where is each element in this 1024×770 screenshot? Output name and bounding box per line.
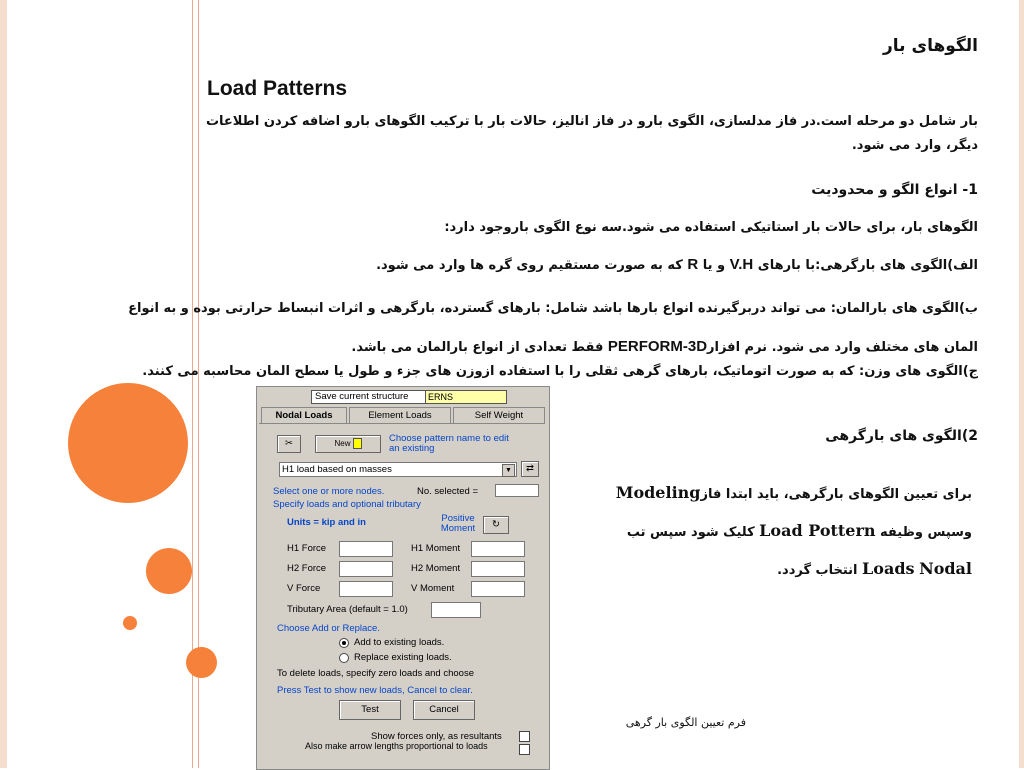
select-nodes-hint: Select one or more nodes. [273,486,385,497]
h2-force-input[interactable] [339,561,393,577]
load-patterns-dialog [256,386,550,770]
figure-caption: فرم تعیین الگوی بار گرهی [625,716,746,729]
press-test-hint: Press Test to show new loads, Cancel to clear. [277,685,473,696]
paragraph-instructions: برای تعیین الگوهای بارگرهی، باید ابتدا فازModeling وسپس وظیفه Load Pottern کلیک شود سپس تب Nodal Loads انتخاب گردد. [615,483,972,578]
h2-moment-input[interactable] [471,561,525,577]
arrow-lengths-label: Also make arrow lengths proportional to loads [305,741,488,751]
save-structure-button[interactable]: Save current structure [311,390,484,404]
decor-circle [68,383,188,503]
refresh-button[interactable] [521,461,539,477]
paragraph-1: الگوهای بار، برای حالات بار استاتیکی استفاده می شود.سه نوع الگوی باروجود دارد: [444,220,978,235]
decor-circle [123,616,137,630]
decor-circle [186,647,217,678]
wrench-icon: ✂ [285,438,293,449]
v-force-input[interactable] [339,581,393,597]
intro-paragraph: بار شامل دو مرحله است.در فاز مدلسازی، الگوی بارو در فاز انالیز، حالات بار با ترکیب الگوهای بارو اضافه کردن اطلاعات دیگر، وارد می شود. [205,114,978,153]
paragraph-element-loads: ب)الگوی های بارالمان: می تواند دربرگیرنده انواع بارها باشد شامل: بارهای گسترده، بارگرهی و اثرات انبساط حرارتی بوده و به انواع المان های مختلف وارد می شود. نرم افزارPERFORM-3D فقط تعدادی از انواع بارالمان می باشد. [128,301,978,355]
h1-moment-label: H1 Moment [411,543,461,554]
pattern-name-field[interactable]: ERNS [425,390,507,404]
positive-moment-label: Positive Moment [440,513,476,534]
replace-existing-label: Replace existing loads. [354,652,452,663]
show-forces-label: Show forces only, as resultants [371,731,502,742]
specify-loads-hint: Specify loads and optional tributary [273,499,421,510]
title-persian: الگوهای بار [883,36,978,56]
add-existing-radio[interactable] [339,638,349,648]
choose-add-replace-label: Choose Add or Replace. [277,623,380,634]
tributary-area-label: Tributary Area (default = 1.0) [287,604,408,615]
section-1-heading: 1- انواع الگو و محدودیت [811,182,978,198]
v-force-label: V Force [287,583,321,594]
left-decor-band [0,0,7,768]
replace-existing-radio[interactable] [339,653,349,663]
h1-force-label: H1 Force [287,543,327,554]
tab-nodal-loads[interactable]: Nodal Loads [261,407,347,424]
nodal-loads-panel [259,423,545,770]
test-button[interactable]: Test [339,700,401,720]
choose-pattern-hint: Choose pattern name to edit an existing [389,433,509,454]
cancel-button[interactable]: Cancel [413,700,475,720]
arrow-lengths-checkbox[interactable] [519,744,530,755]
tab-element-loads[interactable]: Element Loads [349,407,451,423]
h1-moment-input[interactable] [471,541,525,557]
units-label: Units = kip and in [287,517,366,528]
v-moment-input[interactable] [471,581,525,597]
moment-direction-button[interactable] [483,516,509,534]
refresh-icon: ⇄ [526,463,534,474]
add-existing-label: Add to existing loads. [354,637,445,648]
tributary-area-input[interactable] [431,602,481,618]
section-2-heading: 2)الگوی های بارگرهی [825,428,978,444]
paragraph-weight-loads: ج)الگوی های وزن: که به صورت اتوماتیک، بارهای گرهی ثقلی را با استفاده ازوزن های جزء و طول یا سطح المان محاسبه می کنند. [142,364,978,379]
delete-hint: To delete loads, specify zero loads and choose [277,668,474,679]
decor-circle [146,548,192,594]
chevron-down-icon: ▼ [502,464,515,477]
pattern-select[interactable]: H1 load based on masses ▼ [279,462,517,477]
right-decor-band [1019,0,1024,768]
title-english: Load Patterns [207,77,348,100]
wrench-tool-button[interactable] [277,435,301,453]
h1-force-input[interactable] [339,541,393,557]
new-pattern-button[interactable]: New [315,435,381,453]
paragraph-nodal-loads: الف)الگوی های بارگرهی:با بارهای V.H و یا R که به صورت مستقیم روی گره ها وارد می شود. [376,256,978,273]
new-file-icon [353,438,362,449]
no-selected-field [495,484,539,497]
tab-self-weight[interactable]: Self Weight [453,407,545,423]
h2-moment-label: H2 Moment [411,563,461,574]
show-forces-checkbox[interactable] [519,731,530,742]
v-moment-label: V Moment [411,583,455,594]
no-selected-label: No. selected = [417,486,478,497]
h2-force-label: H2 Force [287,563,327,574]
dialog-tabs [259,407,545,423]
rotation-icon: ↻ [492,519,500,530]
